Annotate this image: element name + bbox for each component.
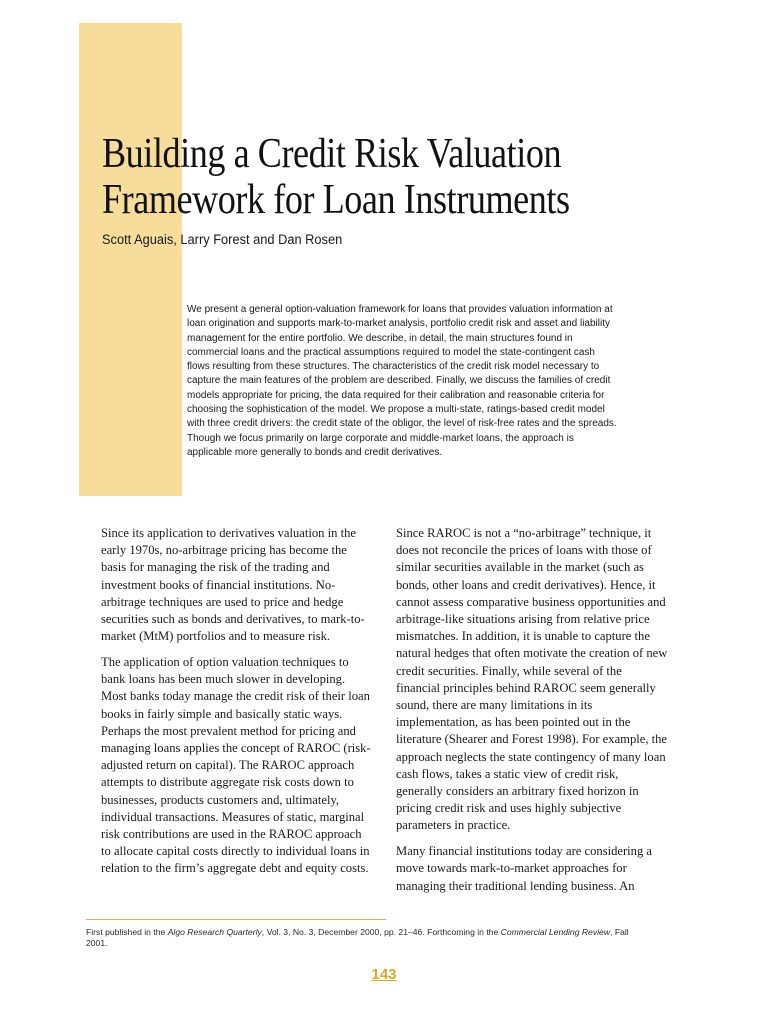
body-column-right [396, 525, 668, 903]
page-number: 143 [371, 966, 397, 983]
footnote-middle: , Vol. 3, No. 3, December 2000, pp. 21–46. Forthcoming in the [261, 927, 501, 937]
footnote-prefix: First published in the [86, 927, 168, 937]
body-column-left [101, 525, 373, 886]
footnote-journal-1: Algo Research Quarterly [167, 927, 262, 937]
article-title [102, 131, 652, 223]
footnote [86, 927, 646, 949]
author-list: Scott Aguais, Larry Forest and Dan Rosen [102, 232, 343, 247]
body-paragraph: Since RAROC is not a “no-arbitrage” technique, it does not reconcile the prices of loans with those of similar securities available in the market (such as bonds, other loans and credit derivatives). Hence, it cannot assess comparative business opportunities and arbitrage-like situations arising from relative price mismatches. In addition, it is unable to capture the natural hedges that often motivate the creation of new credit securities. Finally, while several of the financial principles behind RAROC seem generally sound, there are many limitations in its implementation, as has been pointed out in the literature (Shearer and Forest 1998). For example, the approach neglects the state contingency of many loan cash flows, takes a static view of credit risk, generally considers an arbitrary fixed horizon in pricing credit risk and uses highly subjective parameters in practice. [396, 526, 668, 833]
body-paragraph: Since its application to derivatives valuation in the early 1970s, no-arbitrage pricing has become the basis for managing the risk of the trading and investment books of financial institutions. No-arbitrage techniques are used to price and hedge securities such as bonds and derivatives, to mark-to-market (MtM) portfolios and to measure risk. [101, 526, 365, 644]
title-line-2: Framework for Loan Instruments [102, 177, 570, 223]
footnote-suffix: , Fall 2001. [86, 927, 629, 948]
body-paragraph: The application of option valuation techniques to bank loans has been much slower in developing. Most banks today manage the credit risk of their loan books in fairly simple and basically static ways. Perhaps the most prevalent method for pricing and managing loans applies the concept of RAROC (risk-adjusted return on capital). The RAROC approach attempts to distribute aggregate risk costs down to businesses, products customers and, ultimately, individual transactions. Measures of static, marginal risk contributions are used in the RAROC approach to allocate capital costs directly to individual loans in relation to the firm’s aggregate debt and equity costs. [101, 654, 371, 876]
abstract: We present a general option-valuation framework for loans that provides valuation information at loan origination and supports mark-to-market analysis, portfolio credit risk and asset and liability management for the entire portfolio. We describe, in detail, the main structures found in commercial loans and the practical assumptions required to model the state-contingent cash flows resulting from these structures. The characteristics of the credit risk model necessary to capture the main features of the problem are described. Finally, we discuss the families of credit models appropriate for pricing, the data required for their calibration and reasonable criteria for choosing the sophistication of the model. We propose a multi-state, ratings-based credit model with three credit drivers: the credit state of the obligor, the level of risk-free rates and the spreads. Though we focus primarily on large corporate and middle-market loans, the approach is applicable more generally to bonds and credit derivatives. [187, 304, 617, 458]
footnote-divider [86, 919, 386, 920]
accent-color-block [79, 23, 182, 496]
title-line-1: Building a Credit Risk Valuation [102, 131, 562, 177]
body-paragraph: Many financial institutions today are considering a move towards mark-to-market approaches for managing their traditional lending business. An [396, 844, 653, 893]
footnote-journal-2: Commercial Lending Review [500, 927, 611, 937]
